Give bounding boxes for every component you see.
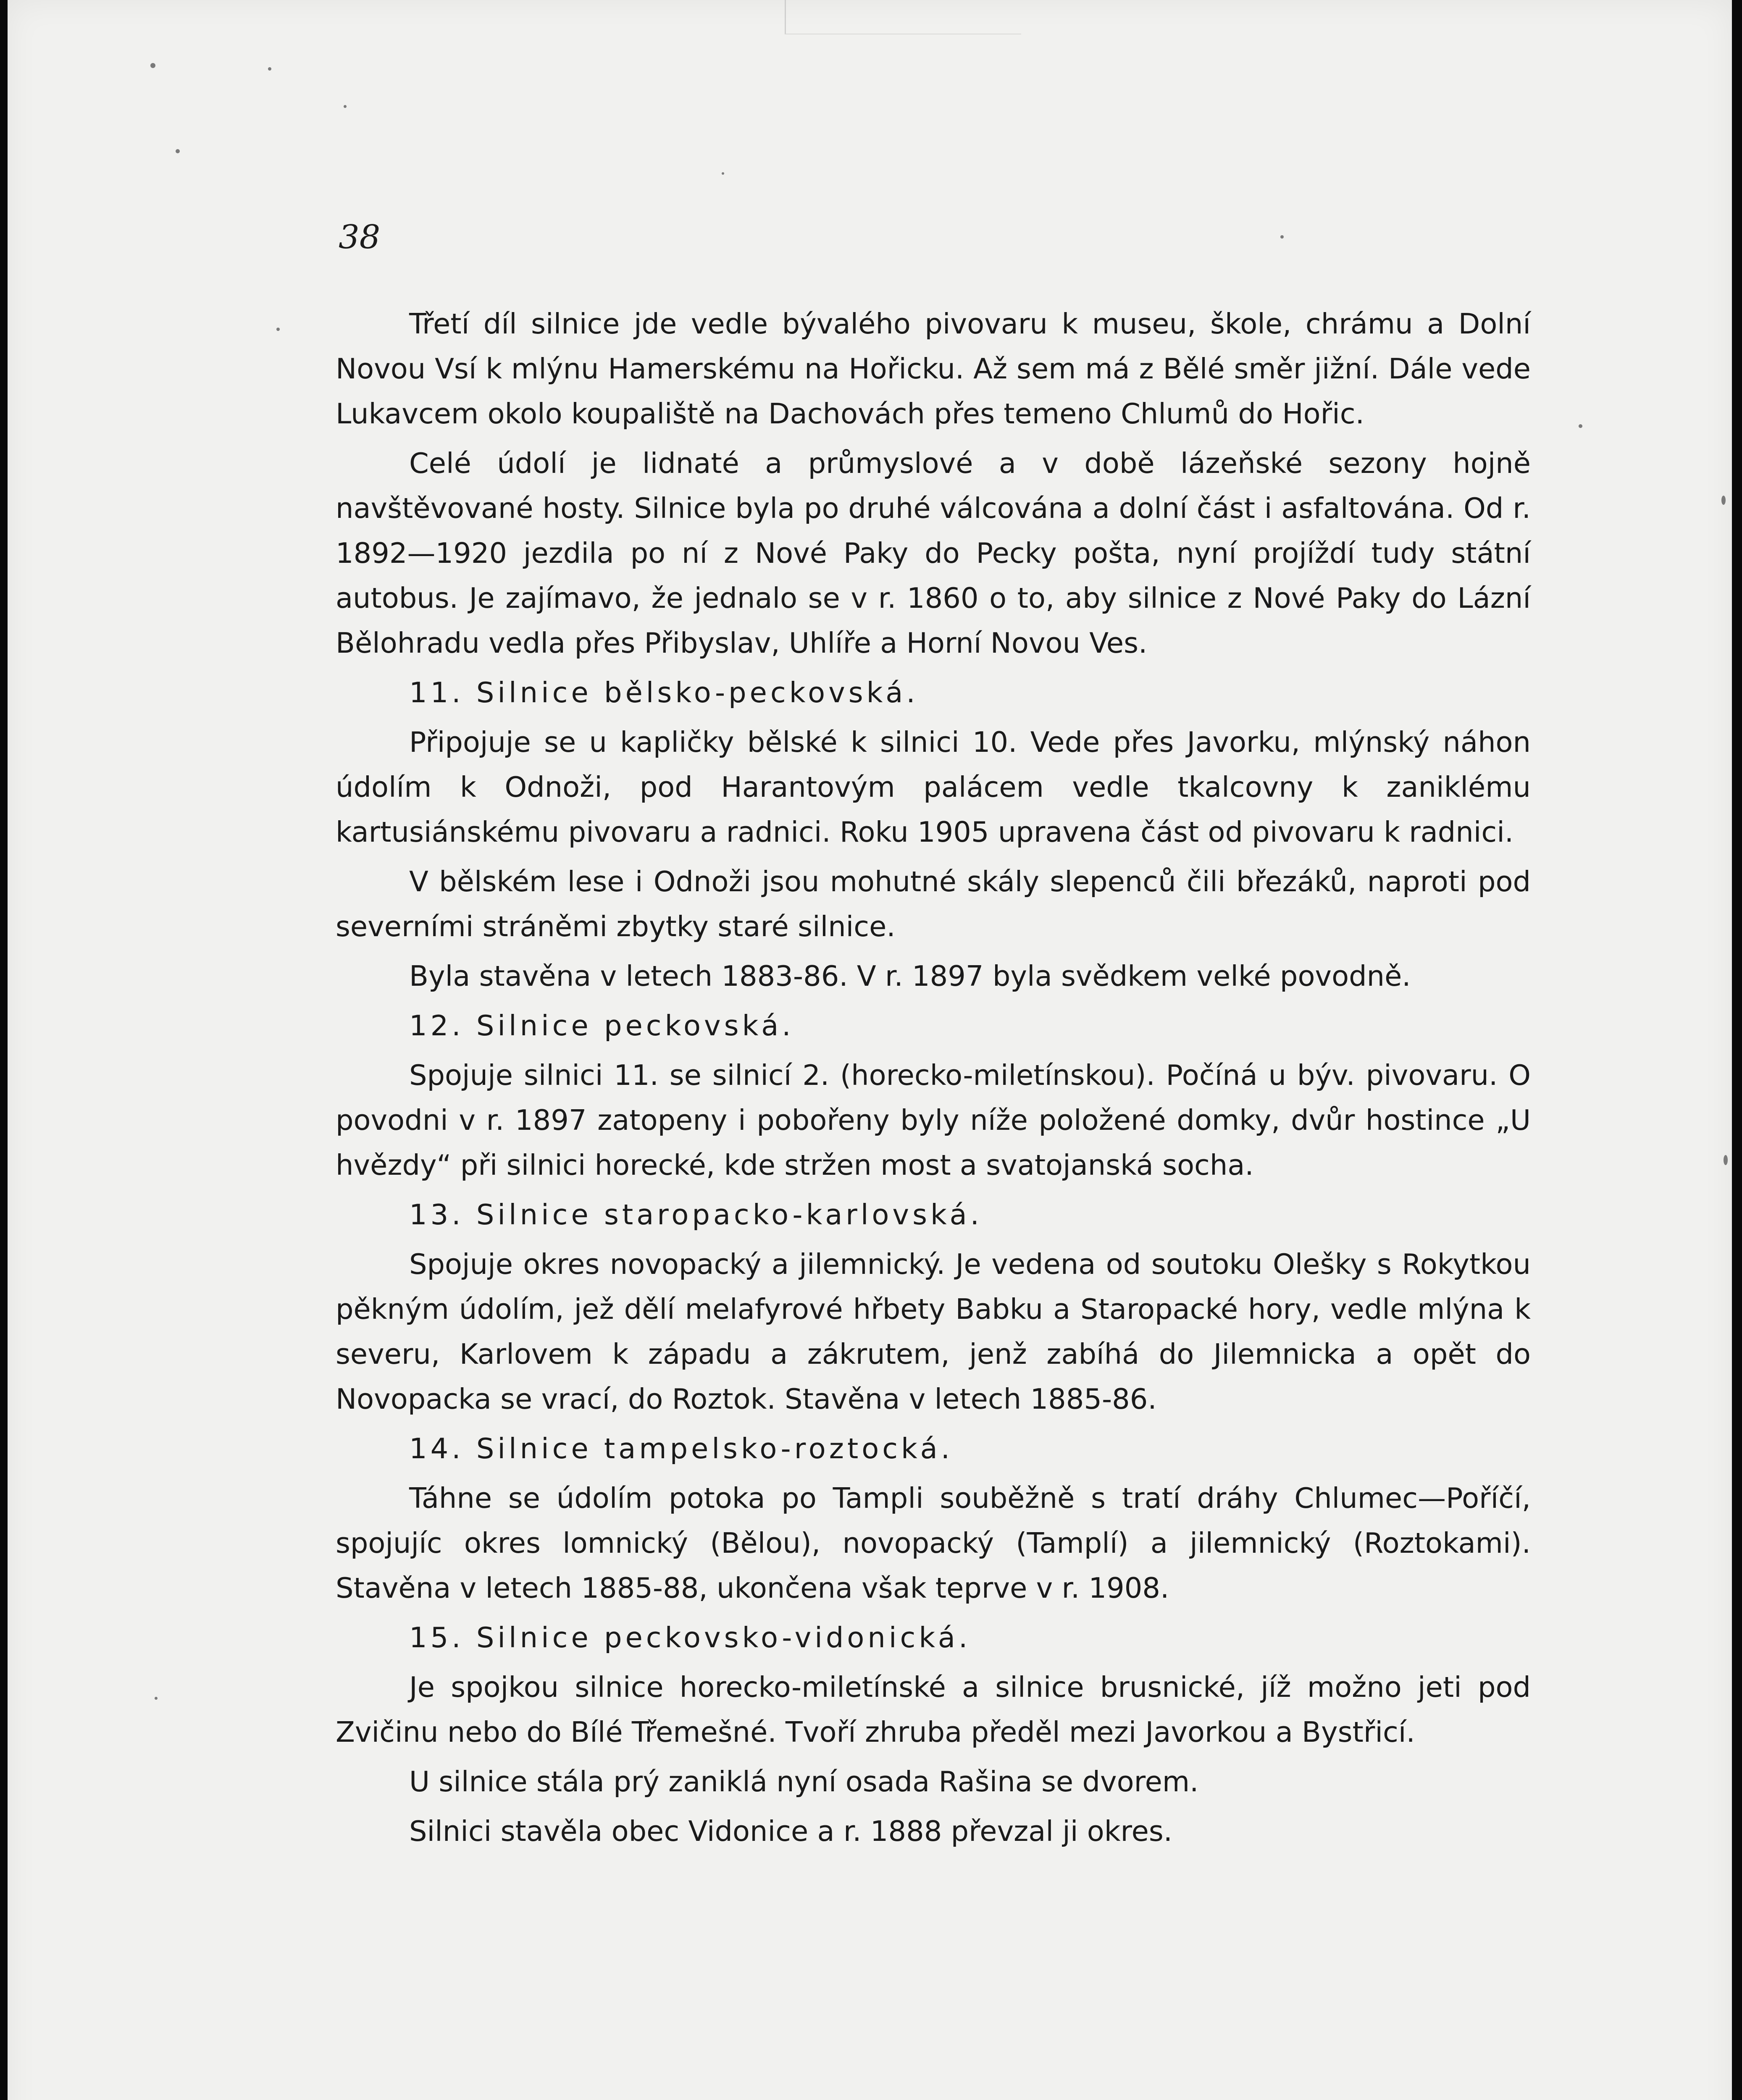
scan-speck	[276, 328, 280, 331]
paragraph: Připojuje se u kapličky bělské k silnici 10. Vede přes Javorku, mlýnský náhon údolím k Odnoži, pod Harantovým palácem vedle tkalcovny k zaniklému kartusiánskému pivovaru a radnici. Roku 1905 upravena část od pivovaru k radnici.	[336, 726, 1531, 848]
text-body	[336, 302, 1531, 1858]
scan-speck	[176, 149, 180, 153]
scan-speck	[722, 172, 724, 175]
section-heading-15: 15. Silnice peckovsko-vidonická.	[409, 1621, 971, 1654]
paragraph: Celé údolí je lidnaté a průmyslové a v době lázeňské sezony hojně navštěvované hosty. Silnice byla po druhé válcována a dolní část i asfaltována. Od r. 1892—1920 jezdila po ní z Nové Paky do Pecky pošta, nyní projíždí tudy státní autobus. Je zajímavo, že jednalo se v r. 1860 o to, aby silnice z Nové Paky do Lázní Bělohradu vedla přes Přibyslav, Uhlíře a Horní Novou Ves.	[336, 447, 1531, 659]
section-heading-11: 11. Silnice bělsko-peckovská.	[409, 676, 919, 709]
section-heading-12: 12. Silnice peckovská.	[409, 1009, 794, 1042]
scan-speck	[1724, 1155, 1728, 1165]
paragraph: Je spojkou silnice horecko-miletínské a silnice brusnické, jíž možno jeti pod Zvičinu nebo do Bílé Třemešné. Tvoří zhruba předěl mezi Javorkou a Bystřicí.	[336, 1671, 1531, 1748]
scan-speck	[155, 1697, 158, 1700]
scan-speck	[268, 67, 271, 71]
paragraph: V bělském lese i Odnoži jsou mohutné skály slepenců čili březáků, naproti pod severními stráněmi zbytky staré silnice.	[336, 865, 1531, 943]
paragraph: Táhne se údolím potoka po Tampli souběžně s tratí dráhy Chlumec—Poříčí, spojujíc okres lomnický (Bělou), novopacký (Tamplí) a jilemnický (Roztokami). Stavěna v letech 1885-88, ukončena však teprve v r. 1908.	[336, 1482, 1531, 1604]
scan-speck	[1721, 496, 1726, 505]
paragraph: Spojuje silnici 11. se silnicí 2. (horecko-miletínskou). Počíná u býv. pivovaru. O povodni v r. 1897 zatopeny i pobořeny byly níže položené domky, dvůr hostince „U hvězdy“ při silnici horecké, kde stržen most a svatojanská socha.	[336, 1059, 1531, 1181]
book-page	[8, 0, 1732, 2100]
paragraph: Byla stavěna v letech 1883-86. V r. 1897 byla svědkem velké povodně.	[409, 960, 1411, 992]
section-heading-13: 13. Silnice staropacko-karlovská.	[409, 1198, 983, 1231]
paragraph: Třetí díl silnice jde vedle bývalého pivovaru k museu, škole, chrámu a Dolní Novou Vsí k mlýnu Hamerskému na Hořicku. Až sem má z Bělé směr jižní. Dále vede Lukavcem okolo koupaliště na Dachovách přes temeno Chlumů do Hořic.	[336, 307, 1531, 430]
page-number: 38	[339, 218, 381, 256]
paragraph: Silnici stavěla obec Vidonice a r. 1888 převzal ji okres.	[409, 1815, 1173, 1848]
scan-artifact	[785, 0, 1021, 34]
paragraph: U silnice stála prý zaniklá nyní osada Rašina se dvorem.	[409, 1765, 1199, 1798]
paragraph: Spojuje okres novopacký a jilemnický. Je vedena od soutoku Olešky s Rokytkou pěkným údolím, jež dělí melafyrové hřbety Babku a Staropacké hory, vedle mlýna k severu, Karlovem k západu a zákrutem, jenž zabíhá do Jilemnicka a opět do Novopacka se vrací, do Roztok. Stavěna v letech 1885-86.	[336, 1248, 1531, 1415]
scan-speck	[1579, 424, 1582, 428]
scan-speck	[150, 63, 155, 68]
scan-speck	[1280, 235, 1284, 239]
scan-border	[1736, 0, 1742, 2100]
section-heading-14: 14. Silnice tampelsko-roztocká.	[409, 1432, 954, 1465]
scan-speck	[344, 105, 347, 108]
